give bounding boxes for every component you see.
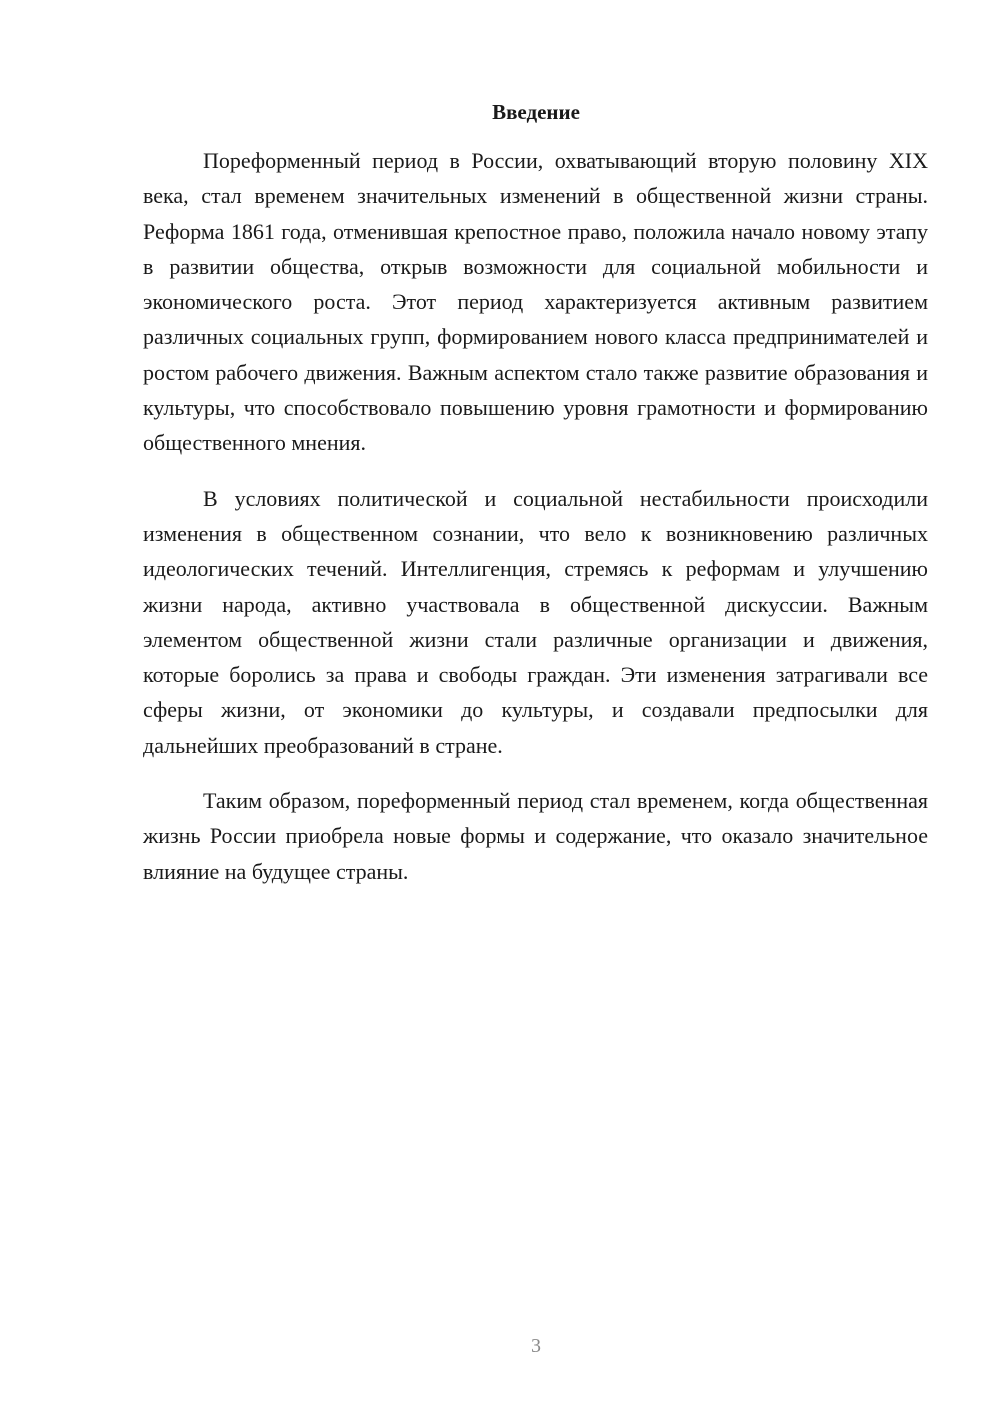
paragraph-2: В условиях политической и социальной нестабильности происходили изменения в общественном сознании, что вело к возникновению различных идеологических течений. Интеллигенция, стремясь к реформам и улучшению жизни народа, активно участвовала в общественной дискуссии. Важным элементом общественной жизни стали различные организации и движения, которые боролись за права и свободы граждан. Эти изменения затрагивали все сферы жизни, от экономики до культуры, и создавали предпосылки для дальнейших преобразований в стране.: [143, 485, 928, 758]
body-text: [143, 143, 928, 909]
paragraph-1: Пореформенный период в России, охватывающий вторую половину XIX века, стал временем значительных изменений в общественной жизни страны. Реформа 1861 года, отменившая крепостное право, положила начало новому этапу в развитии общества, открыв возможности для социальной мобильности и экономического роста. Этот период характеризуется активным развитием различных социальных групп, формированием нового класса предпринимателей и ростом рабочего движения. Важным аспектом стало также развитие образования и культуры, что способствовало повышению уровня грамотности и формированию общественного мнения.: [143, 148, 928, 456]
section-heading: Введение: [492, 100, 580, 124]
page-number: 3: [531, 1335, 541, 1357]
paragraph-3: Таким образом, пореформенный период стал временем, когда общественная жизнь России приобрела новые формы и содержание, что оказало значительное влияние на будущее страны.: [143, 788, 928, 884]
